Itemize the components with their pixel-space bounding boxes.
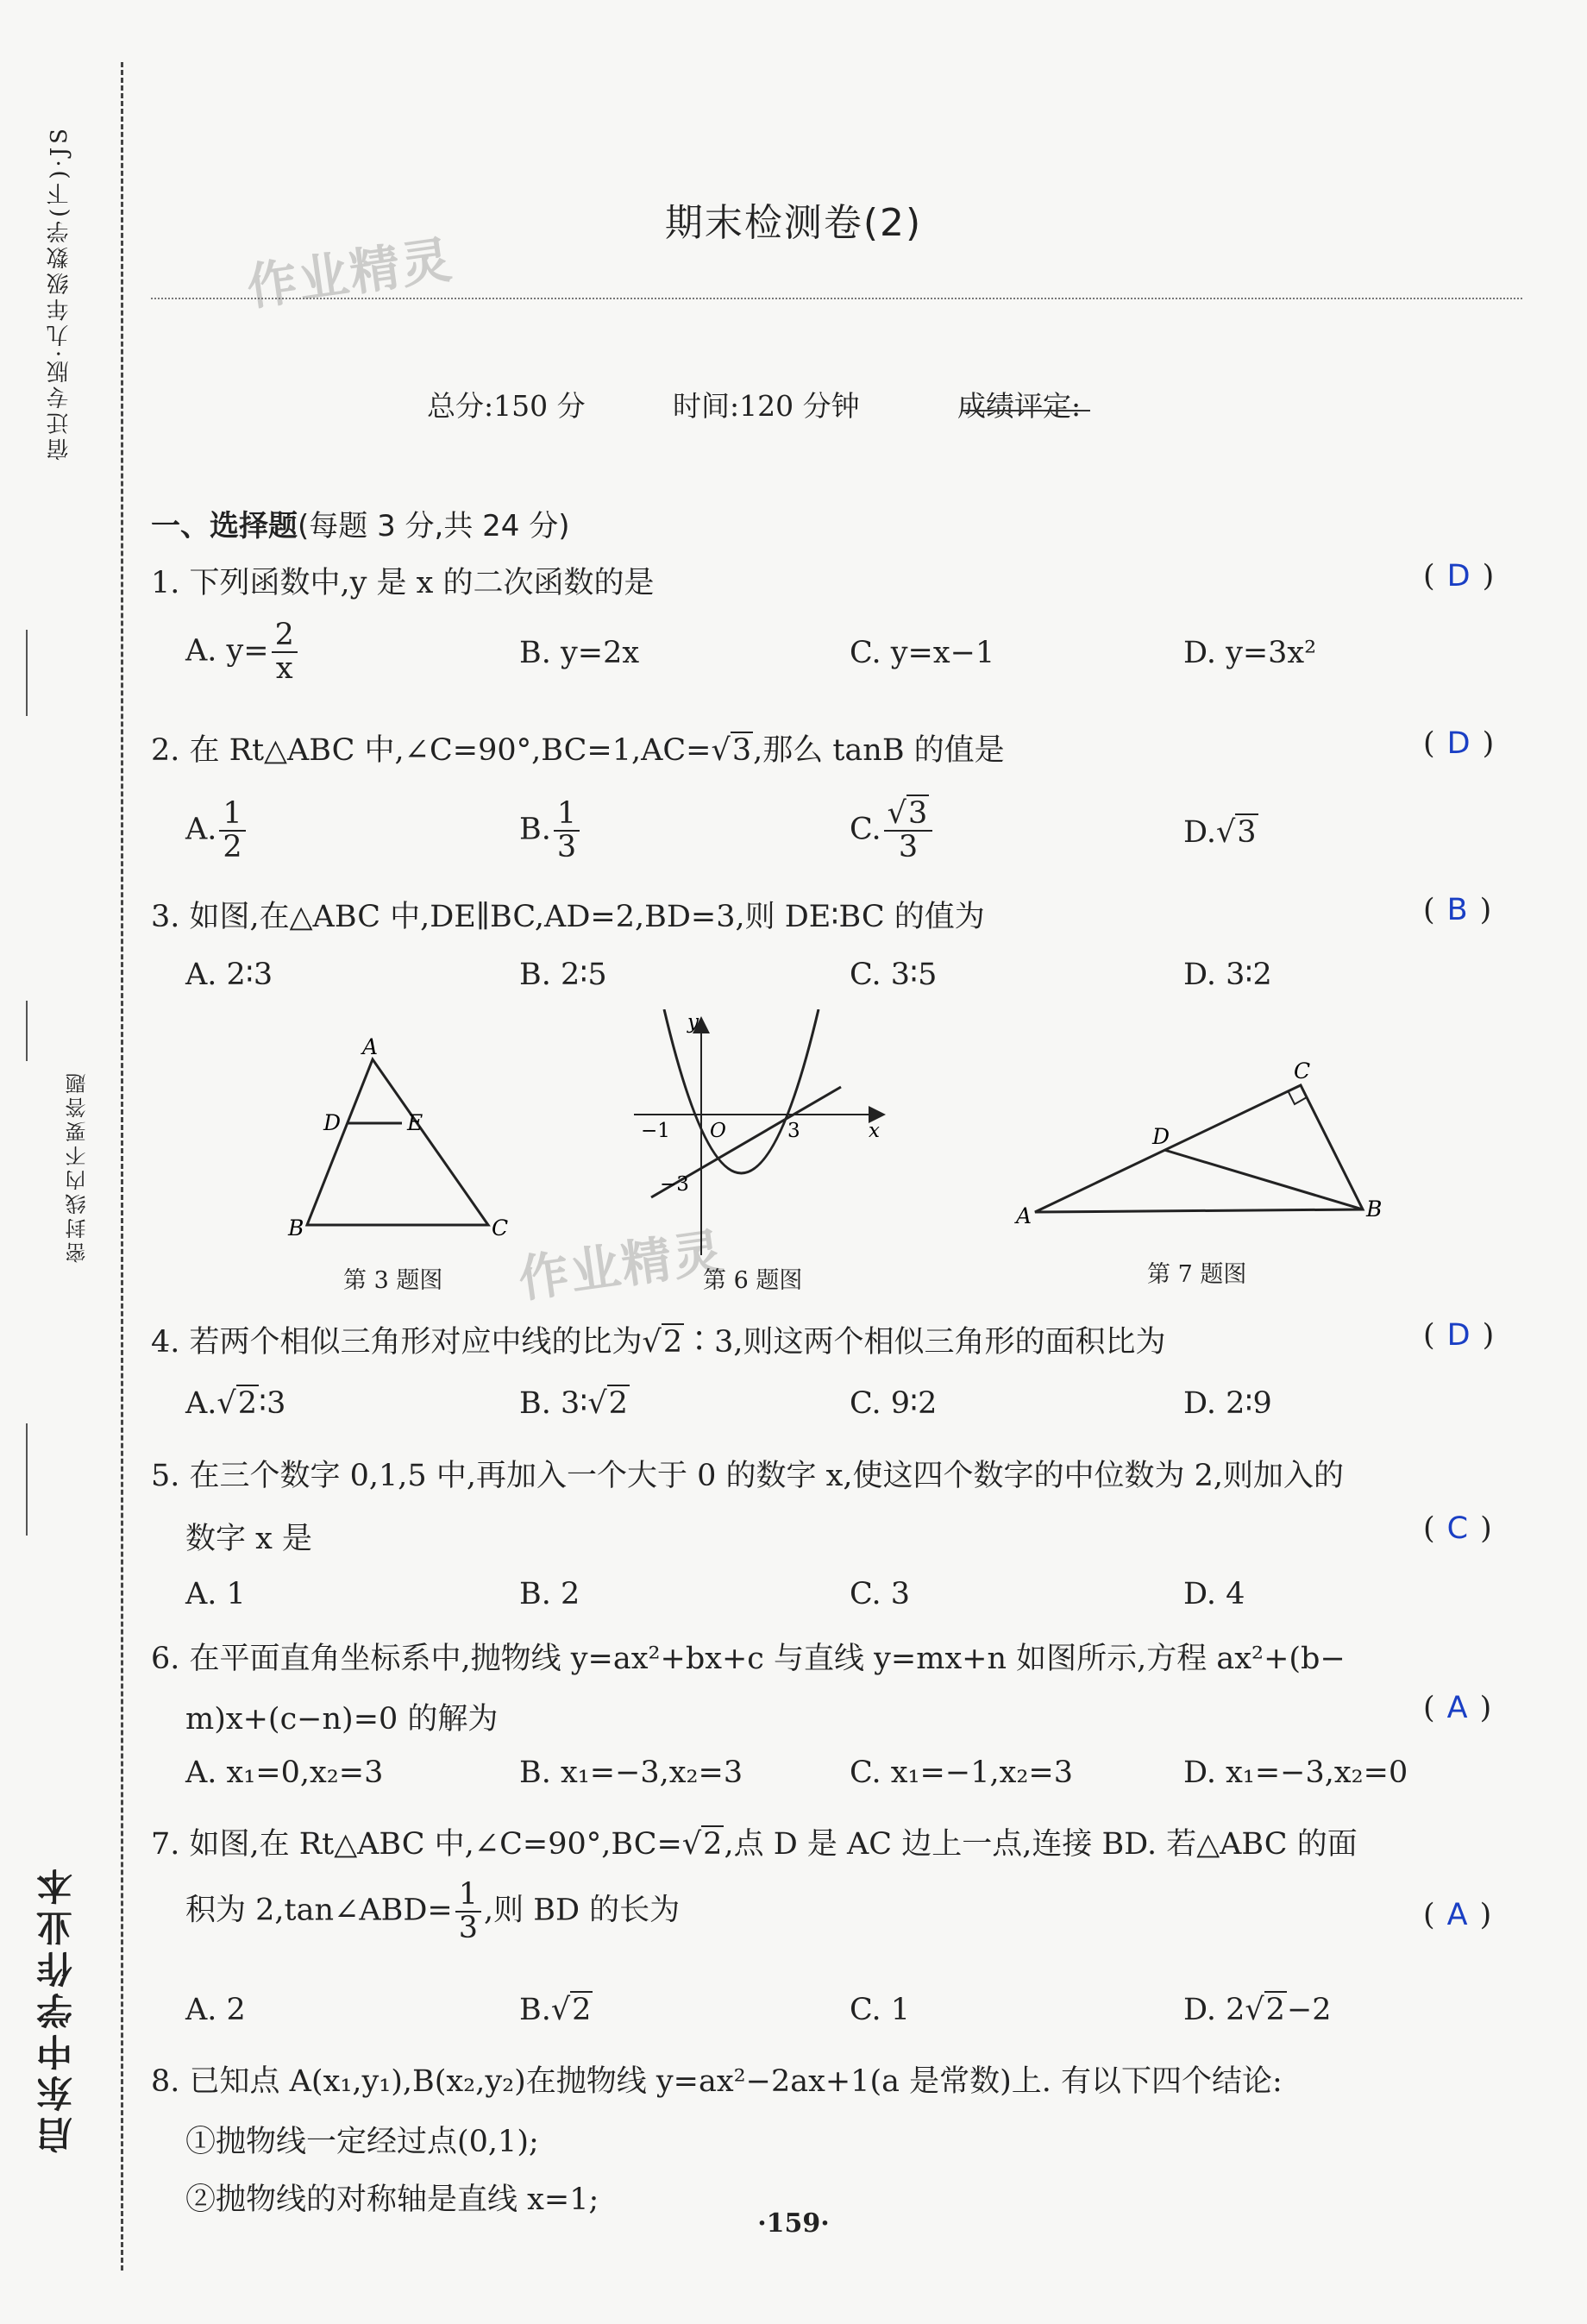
option-d: D. x₁=−3,x₂=0 — [1183, 1756, 1408, 1790]
origin-label: O — [710, 1120, 726, 1142]
figure-3-triangle — [276, 1035, 518, 1251]
fraction: $\frac{1}{2}$ — [219, 798, 245, 864]
label-C: C — [1294, 1058, 1311, 1083]
fraction: $\frac{2}{x}$ — [272, 619, 298, 685]
tick-3: 3 — [787, 1120, 800, 1142]
option-a: A. 1 — [185, 1577, 246, 1611]
option-b: B. x₁=−3,x₂=3 — [519, 1756, 743, 1790]
seal-notice: 密封线内不要答题 — [66, 1070, 90, 1263]
question-6-stem-cont: m)x+(c−n)=0 的解为 — [185, 1702, 499, 1737]
watermark: 作业精灵 — [243, 229, 457, 317]
answer-letter: D — [1446, 726, 1471, 761]
answer-box-2: ( D ) — [1423, 726, 1495, 761]
margin-blank-line — [26, 630, 28, 716]
option-c: C. y=x−1 — [850, 636, 995, 670]
question-1-stem: 1. 下列函数中,y 是 x 的二次函数的是 — [151, 566, 655, 600]
time-limit: 时间:120 分钟 — [673, 389, 860, 423]
page-number: ·159· — [757, 2208, 830, 2239]
figure-3-caption: 第 3 题图 — [343, 1267, 443, 1294]
option-a: A. $\frac{1}{2}$ — [185, 798, 248, 864]
label-E: E — [407, 1110, 423, 1135]
option-b: B. $\frac{1}{3}$ — [519, 798, 582, 864]
answer-box-6: ( A ) — [1423, 1691, 1492, 1725]
question-7-stem-cont: 积为 2,tan∠ABD= $\frac{1}{3}$ ,则 BD 的长为 — [185, 1877, 681, 1945]
sqrt: √3 — [887, 796, 928, 831]
option-b: B. y=2x — [519, 636, 640, 670]
question-8-stem: 8. 已知点 A(x₁,y₁),B(x₂,y₂)在抛物线 y=ax²−2ax+1(a 是常数)上. 有以下四个结论: — [151, 2064, 1283, 2099]
option-c: C. 9∶2 — [850, 1386, 938, 1421]
question-8-item-1: ①抛物线一定经过点(0,1); — [185, 2125, 539, 2159]
question-8-item-2: ②抛物线的对称轴是直线 x=1; — [185, 2183, 599, 2217]
option-a: A.√2∶3 — [185, 1386, 286, 1421]
axis-y-label: y — [687, 1011, 699, 1033]
option-d: D. 4 — [1183, 1577, 1245, 1611]
section-note: (每题 3 分,共 24 分) — [298, 509, 570, 543]
sqrt: √2 — [1245, 1993, 1285, 2027]
question-7-stem: 7. 如图,在 Rt△ABC 中,∠C=90°,BC=√2,点 D 是 AC 边上一点,连接 BD. 若△ABC 的面 — [151, 1827, 1358, 1862]
option-c: C. 1 — [850, 1993, 911, 2027]
title-divider — [151, 298, 1522, 299]
question-6-stem: 6. 在平面直角坐标系中,抛物线 y=ax²+bx+c 与直线 y=mx+n 如图所示,方程 ax²+(b− — [151, 1642, 1346, 1676]
answer-letter: A — [1446, 1898, 1468, 1932]
axis-x-label: x — [869, 1120, 880, 1142]
option-b: B. 3∶√2 — [519, 1386, 628, 1421]
answer-letter: C — [1446, 1511, 1469, 1546]
fraction: $\frac{1}{3}$ — [455, 1879, 481, 1944]
sqrt: √2 — [216, 1386, 257, 1421]
label-A: A — [362, 1035, 379, 1059]
figure-6-graph — [617, 1009, 893, 1259]
margin-blank-line — [26, 1423, 28, 1536]
margin-blank-line — [26, 1001, 28, 1061]
sqrt: √3 — [1215, 815, 1257, 850]
watermark: 作业精灵 — [515, 1222, 729, 1310]
answer-box-1: ( D ) — [1423, 559, 1495, 594]
tick-neg3: −3 — [660, 1173, 689, 1196]
question-4-stem: 4. 若两个相似三角形对应中线的比为√2∶3,则这两个相似三角形的面积比为 — [151, 1325, 1166, 1360]
answer-letter: D — [1446, 559, 1471, 594]
option-b: B. 2∶5 — [519, 958, 607, 992]
option-c: C. $\frac{√3}{3}$ — [850, 798, 935, 864]
label-D: D — [323, 1110, 342, 1135]
option-a: A. y= $\frac{2}{x}$ — [185, 619, 300, 685]
figure-7-caption: 第 7 题图 — [1147, 1261, 1247, 1288]
grade-label: 成绩评定: — [957, 389, 1082, 423]
section-heading — [151, 502, 569, 544]
sqrt: √3 — [711, 733, 752, 768]
sqrt: √2 — [642, 1325, 683, 1360]
series-label: 宿迁专版·九年级数学(下)·JS — [47, 125, 72, 462]
answer-box-7: ( A ) — [1423, 1898, 1492, 1932]
page-title: 期末检测卷(2) — [664, 201, 923, 245]
option-a: A. 2 — [185, 1993, 246, 2027]
label-C: C — [492, 1215, 509, 1241]
option-d: D. 2√2−2 — [1183, 1993, 1332, 2027]
option-a: A. 2∶3 — [185, 958, 273, 992]
label-B: B — [1366, 1197, 1383, 1222]
answer-letter: D — [1446, 1318, 1471, 1353]
option-b: B. 2 — [519, 1577, 580, 1611]
grade-blank[interactable] — [961, 384, 1090, 411]
answer-box-5: ( C ) — [1423, 1511, 1492, 1546]
fraction: $\frac{1}{3}$ — [554, 798, 580, 864]
option-c: C. x₁=−1,x₂=3 — [850, 1756, 1073, 1790]
label-A: A — [1016, 1203, 1032, 1228]
answer-letter: A — [1446, 1691, 1468, 1725]
sqrt: √2 — [550, 1993, 592, 2027]
label-B: B — [288, 1215, 304, 1241]
answer-box-4: ( D ) — [1423, 1318, 1495, 1353]
label-D: D — [1152, 1124, 1170, 1149]
option-a: A. x₁=0,x₂=3 — [185, 1756, 384, 1790]
question-5-stem-cont: 数字 x 是 — [185, 1522, 312, 1556]
option-b: B.√2 — [519, 1993, 592, 2027]
option-c: C. 3 — [850, 1577, 911, 1611]
figure-6-caption: 第 6 题图 — [703, 1267, 803, 1294]
option-d: D. 2∶9 — [1183, 1386, 1272, 1421]
school-label: 启东中学作业本 — [35, 1863, 78, 2153]
section-name: 一、选择题 — [151, 509, 298, 543]
option-d: D. y=3x² — [1183, 636, 1317, 670]
question-3-stem: 3. 如图,在△ABC 中,DE∥BC,AD=2,BD=3,则 DE∶BC 的值为 — [151, 900, 985, 934]
binding-dashed-line — [121, 62, 123, 2271]
tick-neg1: −1 — [641, 1120, 670, 1142]
sqrt: √2 — [587, 1386, 628, 1421]
answer-letter: B — [1446, 893, 1468, 927]
option-d: D. 3∶2 — [1183, 958, 1272, 992]
question-5-stem: 5. 在三个数字 0,1,5 中,再加入一个大于 0 的数字 x,使这四个数字的中位数为 2,则加入的 — [151, 1459, 1344, 1493]
question-2-stem: 2. 在 Rt△ABC 中,∠C=90°,BC=1,AC=√3,那么 tanB 的值是 — [151, 733, 1005, 768]
option-c: C. 3∶5 — [850, 958, 938, 992]
answer-box-3: ( B ) — [1423, 893, 1492, 927]
option-d: D.√3 — [1183, 815, 1257, 850]
figure-7-triangle — [1009, 1052, 1397, 1234]
fraction: $\frac{√3}{3}$ — [884, 798, 933, 864]
sqrt: √2 — [681, 1827, 723, 1862]
total-score: 总分:150 分 — [427, 389, 586, 423]
